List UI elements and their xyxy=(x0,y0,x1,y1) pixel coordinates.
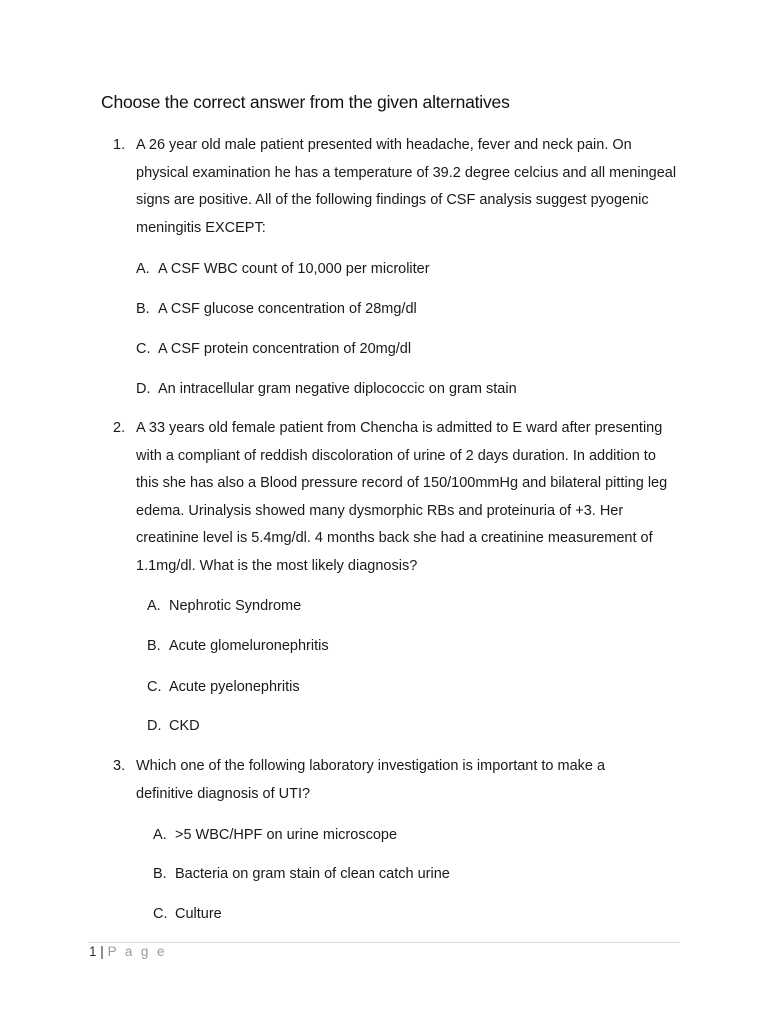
page-footer xyxy=(89,944,167,959)
option-d xyxy=(147,716,200,736)
option-text: A CSF glucose concentration of 28mg/dl xyxy=(158,301,417,317)
option-letter: A. xyxy=(153,827,167,843)
option-text: CKD xyxy=(169,718,200,734)
page-label: P a g e xyxy=(107,944,167,959)
question-text: A 26 year old male patient presented with headache, fever and neck pain. On physical examination he has a temperature of 39.2 degree celcius and all meningeal signs are positive. All of the following findings of CSF analysis suggest pyogenic meningitis EXCEPT: xyxy=(136,137,677,236)
option-letter: A. xyxy=(136,261,150,277)
question-number: 2. xyxy=(113,420,126,436)
option-a xyxy=(153,825,397,845)
option-letter: B. xyxy=(153,866,167,882)
question-text: A 33 years old female patient from Chencha is admitted to E ward after presenting with a compliant of reddish discoloration of urine of 2 days duration. In addition to this she has also a Blood pressure record of 150/100mmHg and bilateral pitting leg edema. Urinalysis showed many dysmorphic RBs and proteinuria of +3. Her creatinine level is 5.4mg/dl. 4 months back she had a creatinine measurement of 1.1mg/dl. What is the most likely diagnosis? xyxy=(136,420,668,574)
option-text: A CSF WBC count of 10,000 per microliter xyxy=(158,261,430,277)
option-c xyxy=(147,677,300,697)
option-text: Acute pyelonephritis xyxy=(169,679,300,695)
footer-separator: | xyxy=(100,944,104,959)
question-number: 3. xyxy=(113,758,126,774)
option-a xyxy=(147,596,301,616)
page-heading: Choose the correct answer from the given alternatives xyxy=(101,92,510,112)
option-text: An intracellular gram negative diplococcic on gram stain xyxy=(158,381,517,397)
option-letter: B. xyxy=(136,301,150,317)
option-text: Acute glomeluronephritis xyxy=(169,638,329,654)
option-b xyxy=(136,299,417,319)
option-text: >5 WBC/HPF on urine microscope xyxy=(175,827,398,843)
question-number: 1. xyxy=(113,137,126,153)
option-letter: B. xyxy=(147,638,161,654)
question-text: Which one of the following laboratory investigation is important to make a definitive diagnosis of UTI? xyxy=(136,758,606,802)
option-text: Nephrotic Syndrome xyxy=(169,598,302,614)
option-text: A CSF protein concentration of 20mg/dl xyxy=(158,341,412,357)
option-text: Bacteria on gram stain of clean catch urine xyxy=(175,866,450,882)
option-b xyxy=(147,636,329,656)
option-letter: C. xyxy=(153,906,168,922)
option-c xyxy=(136,339,411,359)
option-letter: D. xyxy=(136,381,151,397)
option-letter: A. xyxy=(147,598,161,614)
option-letter: C. xyxy=(136,341,151,357)
page-number: 1 xyxy=(89,944,97,959)
option-a xyxy=(136,259,430,279)
option-text: Culture xyxy=(175,906,222,922)
option-d xyxy=(136,379,517,399)
option-letter: D. xyxy=(147,718,162,734)
footer-divider xyxy=(88,942,680,943)
option-b xyxy=(153,864,450,884)
option-letter: C. xyxy=(147,679,162,695)
option-c xyxy=(153,904,222,924)
